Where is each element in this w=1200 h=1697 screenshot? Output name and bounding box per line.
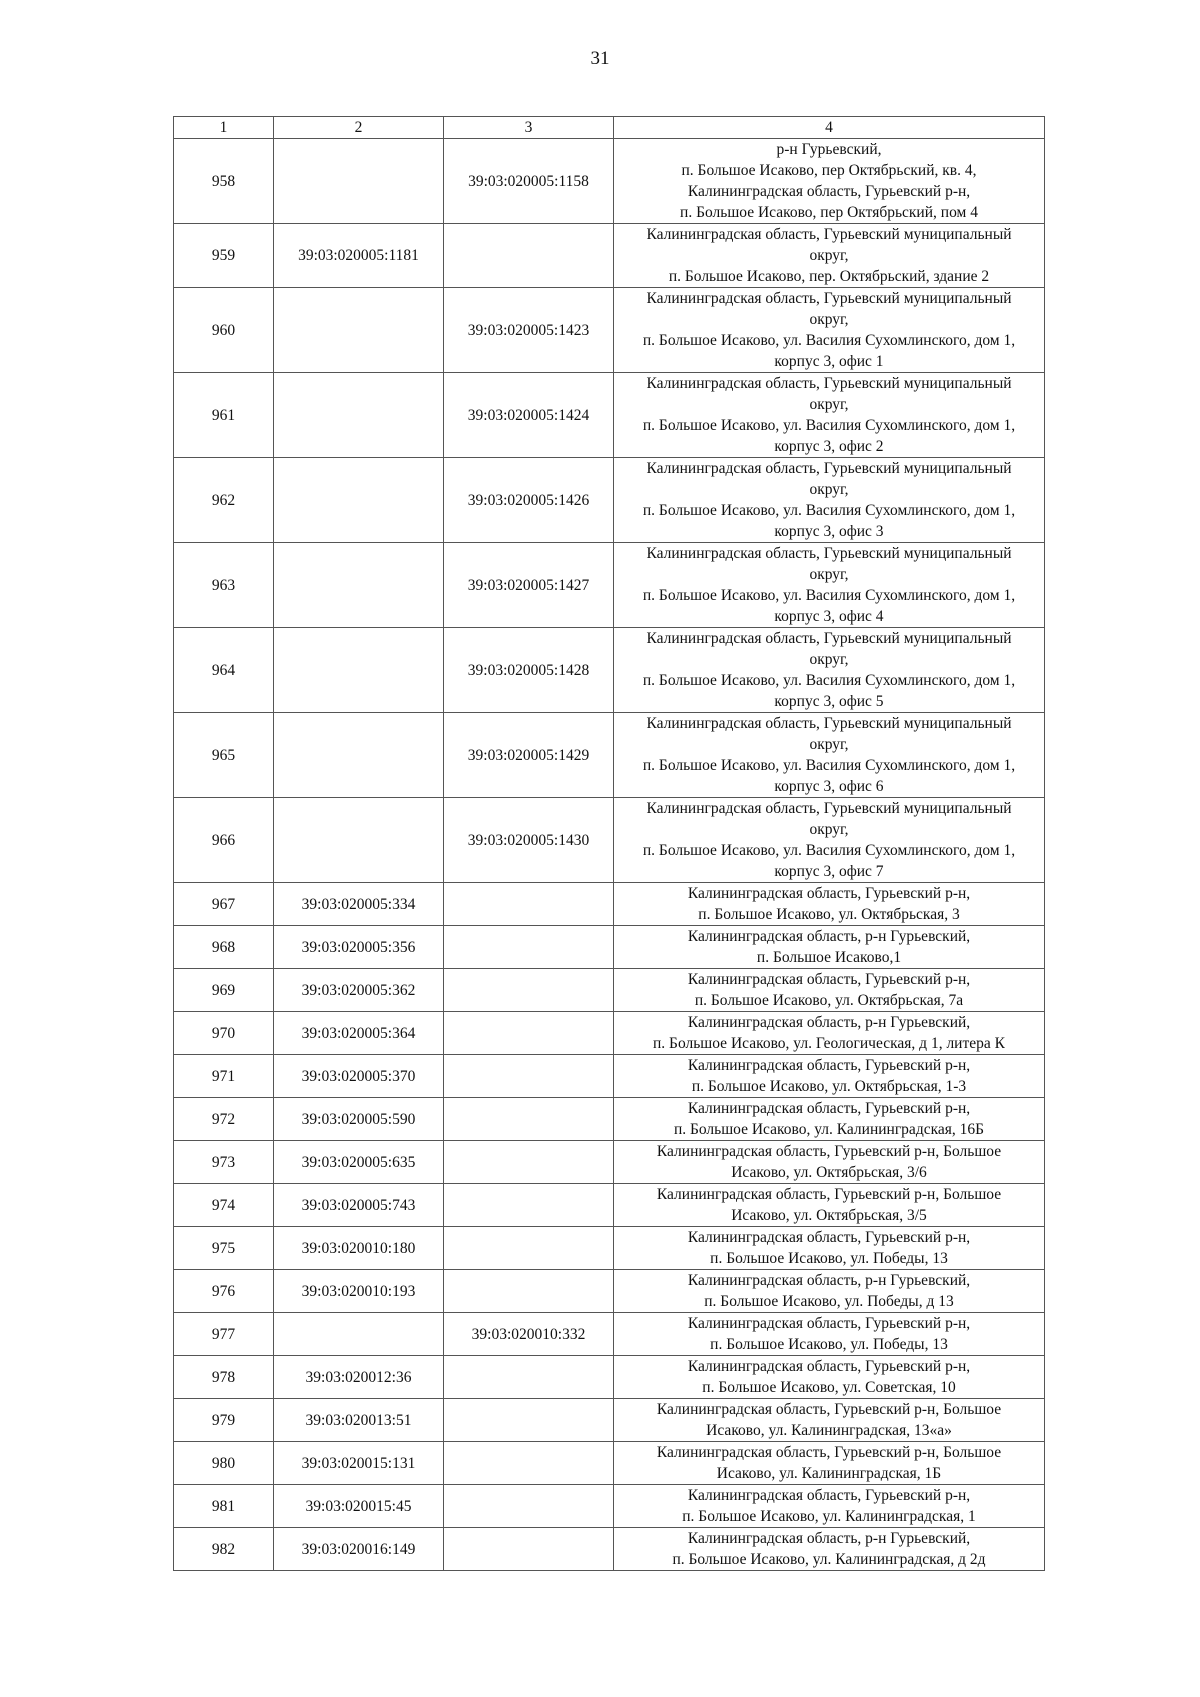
cadastral-number-col2-cell: [274, 543, 444, 628]
address-cell: [614, 1098, 1045, 1141]
address-line: Калининградская область, Гурьевский р-н, Большое: [656, 1444, 1002, 1461]
cadastral-number-col3-cell: 39:03:020005:1424: [444, 373, 614, 458]
table-row: [174, 883, 1045, 926]
address-line: Исаково, ул. Калининградская, 1Б: [716, 1465, 942, 1482]
address-line: Калининградская область, Гурьевский р-н, Большое: [656, 1143, 1002, 1160]
row-number-cell: 965: [174, 713, 274, 798]
address-line: п. Большое Исаково,1: [756, 949, 902, 966]
address-cell: [614, 1356, 1045, 1399]
address-line: округ,: [809, 736, 849, 753]
address-line: Калининградская область, Гурьевский р-н,: [687, 183, 971, 200]
cadastral-number-col2-cell: [274, 139, 444, 224]
header-col-1: 1: [174, 117, 274, 139]
address-line: п. Большое Исаково, ул. Калининградская, 16Б: [673, 1121, 985, 1138]
row-number-cell: 981: [174, 1485, 274, 1528]
address-line: Калининградская область, Гурьевский р-н, Большое: [656, 1401, 1002, 1418]
cadastral-number-col3-cell: [444, 1399, 614, 1442]
row-number-cell: 968: [174, 926, 274, 969]
address-line: округ,: [809, 481, 849, 498]
address-line: Калининградская область, Гурьевский муниципальный: [646, 630, 1012, 647]
address-cell: [614, 713, 1045, 798]
table-header: [174, 117, 1045, 139]
address-cell: [614, 1055, 1045, 1098]
cadastral-number-col2-cell: 39:03:020015:45: [274, 1485, 444, 1528]
cadastral-number-col2-cell: [274, 798, 444, 883]
address-line: п. Большое Исаково, ул. Василия Сухомлинского, дом 1,: [642, 842, 1016, 859]
row-number-cell: 962: [174, 458, 274, 543]
row-number-cell: 958: [174, 139, 274, 224]
address-cell: [614, 1184, 1045, 1227]
cadastral-number-col2-cell: [274, 288, 444, 373]
table-row: [174, 139, 1045, 224]
row-number-cell: 979: [174, 1399, 274, 1442]
address-line: п. Большое Исаково, ул. Калининградская, 1: [682, 1508, 976, 1525]
row-number-cell: 972: [174, 1098, 274, 1141]
address-line: корпус 3, офис 3: [774, 523, 884, 540]
table-row: [174, 1227, 1045, 1270]
address-line: Калининградская область, р-н Гурьевский,: [687, 928, 971, 945]
address-line: Калининградская область, Гурьевский муниципальный: [646, 375, 1012, 392]
cadastral-number-col3-cell: [444, 1141, 614, 1184]
address-line: п. Большое Исаково, пер Октябрьский, кв. 4,: [681, 162, 977, 179]
address-line: Калининградская область, Гурьевский муниципальный: [646, 290, 1012, 307]
address-line: Калининградская область, Гурьевский р-н,: [687, 1057, 971, 1074]
table-row: [174, 1184, 1045, 1227]
cadastral-number-col3-cell: 39:03:020005:1426: [444, 458, 614, 543]
cadastral-number-col2-cell: 39:03:020005:334: [274, 883, 444, 926]
row-number-cell: 973: [174, 1141, 274, 1184]
address-cell: [614, 969, 1045, 1012]
table-row: [174, 1399, 1045, 1442]
cadastral-number-col2-cell: [274, 713, 444, 798]
row-number-cell: 967: [174, 883, 274, 926]
address-cell: [614, 139, 1045, 224]
address-line: п. Большое Исаково, ул. Победы, 13: [710, 1250, 948, 1267]
row-number-cell: 974: [174, 1184, 274, 1227]
table-row: [174, 969, 1045, 1012]
row-number-cell: 977: [174, 1313, 274, 1356]
address-cell: [614, 1227, 1045, 1270]
address-line: п. Большое Исаково, ул. Победы, д 13: [704, 1293, 954, 1310]
table-row: [174, 1012, 1045, 1055]
table-row: [174, 1270, 1045, 1313]
row-number-cell: 960: [174, 288, 274, 373]
row-number-cell: 966: [174, 798, 274, 883]
table-row: [174, 1356, 1045, 1399]
table-body: [174, 139, 1045, 1571]
table-row: [174, 1055, 1045, 1098]
row-number-cell: 976: [174, 1270, 274, 1313]
table-row: [174, 1442, 1045, 1485]
address-line: округ,: [809, 396, 849, 413]
cadastral-number-col3-cell: 39:03:020005:1428: [444, 628, 614, 713]
row-number-cell: 975: [174, 1227, 274, 1270]
address-cell: [614, 224, 1045, 288]
address-line: Калининградская область, Гурьевский р-н,: [687, 1315, 971, 1332]
address-line: округ,: [809, 651, 849, 668]
address-cell: [614, 288, 1045, 373]
address-line: Калининградская область, Гурьевский муниципальный: [646, 545, 1012, 562]
address-line: Калининградская область, р-н Гурьевский,: [687, 1272, 971, 1289]
cadastral-number-col3-cell: [444, 926, 614, 969]
row-number-cell: 978: [174, 1356, 274, 1399]
address-line: п. Большое Исаково, ул. Василия Сухомлинского, дом 1,: [642, 672, 1016, 689]
address-line: п. Большое Исаково, ул. Василия Сухомлинского, дом 1,: [642, 757, 1016, 774]
cadastral-number-col2-cell: 39:03:020005:364: [274, 1012, 444, 1055]
address-line: Калининградская область, Гурьевский р-н,: [687, 1229, 971, 1246]
header-col-3: 3: [444, 117, 614, 139]
address-line: п. Большое Исаково, ул. Геологическая, д 1, литера К: [653, 1035, 1005, 1052]
cadastral-number-col3-cell: [444, 1012, 614, 1055]
cadastral-number-col2-cell: 39:03:020005:356: [274, 926, 444, 969]
cadastral-number-col3-cell: [444, 1227, 614, 1270]
cadastral-number-col3-cell: [444, 1442, 614, 1485]
row-number-cell: 961: [174, 373, 274, 458]
cadastral-number-col2-cell: 39:03:020005:590: [274, 1098, 444, 1141]
address-cell: [614, 543, 1045, 628]
address-cell: [614, 1399, 1045, 1442]
cadastral-number-col3-cell: [444, 1270, 614, 1313]
address-line: Калининградская область, Гурьевский муниципальный: [646, 460, 1012, 477]
address-line: Исаково, ул. Октябрьская, 3/5: [731, 1207, 927, 1224]
address-cell: [614, 1528, 1045, 1571]
address-cell: [614, 1442, 1045, 1485]
table-row: [174, 288, 1045, 373]
address-line: п. Большое Исаково, ул. Октябрьская, 1-3: [691, 1078, 967, 1095]
cadastral-number-col2-cell: 39:03:020015:131: [274, 1442, 444, 1485]
address-cell: [614, 1313, 1045, 1356]
cadastral-number-col2-cell: [274, 373, 444, 458]
cadastral-number-col3-cell: 39:03:020005:1430: [444, 798, 614, 883]
address-line: п. Большое Исаково, ул. Василия Сухомлинского, дом 1,: [642, 587, 1016, 604]
row-number-cell: 959: [174, 224, 274, 288]
address-cell: [614, 883, 1045, 926]
address-cell: [614, 1270, 1045, 1313]
row-number-cell: 963: [174, 543, 274, 628]
cadastral-number-col2-cell: 39:03:020005:743: [274, 1184, 444, 1227]
address-cell: [614, 628, 1045, 713]
address-line: Калининградская область, Гурьевский р-н,: [687, 1358, 971, 1375]
address-line: п. Большое Исаково, пер Октябрьский, пом 4: [680, 204, 978, 221]
cadastral-number-col3-cell: [444, 1485, 614, 1528]
address-line: корпус 3, офис 7: [774, 863, 884, 880]
address-line: округ,: [809, 566, 849, 583]
page-number: 31: [590, 48, 610, 69]
cadastral-number-col3-cell: [444, 969, 614, 1012]
address-line: Калининградская область, Гурьевский муниципальный: [646, 800, 1012, 817]
row-number-cell: 969: [174, 969, 274, 1012]
table-row: [174, 1528, 1045, 1571]
row-number-cell: 982: [174, 1528, 274, 1571]
cadastral-number-col2-cell: 39:03:020010:180: [274, 1227, 444, 1270]
address-line: корпус 3, офис 6: [774, 778, 884, 795]
row-number-cell: 971: [174, 1055, 274, 1098]
address-line: Калининградская область, Гурьевский р-н,: [687, 971, 971, 988]
cadastral-number-col3-cell: [444, 883, 614, 926]
address-line: Исаково, ул. Октябрьская, 3/6: [731, 1164, 927, 1181]
address-line: корпус 3, офис 1: [774, 353, 884, 370]
address-line: п. Большое Исаково, ул. Октябрьская, 3: [698, 906, 960, 923]
address-line: округ,: [809, 247, 849, 264]
cadastral-number-col3-cell: [444, 1055, 614, 1098]
address-line: п. Большое Исаково, ул. Калининградская, д 2д: [672, 1551, 986, 1568]
address-line: Калининградская область, Гурьевский р-н, Большое: [656, 1186, 1002, 1203]
address-line: Калининградская область, Гурьевский муниципальный: [646, 715, 1012, 732]
cadastral-number-col2-cell: 39:03:020005:362: [274, 969, 444, 1012]
header-col-4: 4: [614, 117, 1045, 139]
table-row: [174, 458, 1045, 543]
cadastral-number-col3-cell: [444, 1528, 614, 1571]
cadastral-number-col3-cell: 39:03:020005:1158: [444, 139, 614, 224]
address-cell: [614, 798, 1045, 883]
cadastral-number-col3-cell: 39:03:020005:1427: [444, 543, 614, 628]
address-line: п. Большое Исаково, ул. Василия Сухомлинского, дом 1,: [642, 502, 1016, 519]
table-row: [174, 224, 1045, 288]
table-row: [174, 798, 1045, 883]
cadastral-number-col2-cell: 39:03:020005:370: [274, 1055, 444, 1098]
address-line: п. Большое Исаково, ул. Советская, 10: [702, 1379, 956, 1396]
cadastral-number-col3-cell: 39:03:020005:1423: [444, 288, 614, 373]
address-line: Калининградская область, р-н Гурьевский,: [687, 1014, 971, 1031]
address-line: р-н Гурьевский,: [776, 141, 882, 158]
cadastral-number-col2-cell: [274, 628, 444, 713]
table-row: [174, 926, 1045, 969]
cadastral-number-col2-cell: 39:03:020013:51: [274, 1399, 444, 1442]
cadastral-number-col2-cell: 39:03:020010:193: [274, 1270, 444, 1313]
cadastral-number-col2-cell: [274, 458, 444, 543]
row-number-cell: 980: [174, 1442, 274, 1485]
address-line: п. Большое Исаково, ул. Василия Сухомлинского, дом 1,: [642, 417, 1016, 434]
address-cell: [614, 1141, 1045, 1184]
address-cell: [614, 1485, 1045, 1528]
address-line: Калининградская область, Гурьевский муниципальный: [646, 226, 1012, 243]
address-line: корпус 3, офис 4: [774, 608, 884, 625]
cadastral-number-col3-cell: [444, 224, 614, 288]
address-line: п. Большое Исаково, ул. Василия Сухомлинского, дом 1,: [642, 332, 1016, 349]
table-row: [174, 1141, 1045, 1184]
address-cell: [614, 458, 1045, 543]
address-line: Калининградская область, Гурьевский р-н,: [687, 1100, 971, 1117]
address-cell: [614, 373, 1045, 458]
address-cell: [614, 1012, 1045, 1055]
address-line: округ,: [809, 311, 849, 328]
cadastral-number-col2-cell: 39:03:020012:36: [274, 1356, 444, 1399]
table-row: [174, 1098, 1045, 1141]
table-row: [174, 1313, 1045, 1356]
cadastral-number-col2-cell: 39:03:020005:1181: [274, 224, 444, 288]
cadastral-number-col3-cell: [444, 1356, 614, 1399]
row-number-cell: 970: [174, 1012, 274, 1055]
cadastral-number-col2-cell: 39:03:020016:149: [274, 1528, 444, 1571]
table-row: [174, 628, 1045, 713]
address-line: п. Большое Исаково, пер. Октябрьский, здание 2: [668, 268, 990, 285]
cadastral-number-col2-cell: [274, 1313, 444, 1356]
cadastral-number-col3-cell: [444, 1098, 614, 1141]
cadastral-number-col3-cell: [444, 1184, 614, 1227]
table-row: [174, 1485, 1045, 1528]
address-line: Калининградская область, Гурьевский р-н,: [687, 1487, 971, 1504]
address-line: Исаково, ул. Калининградская, 13«а»: [706, 1422, 952, 1439]
address-line: корпус 3, офис 2: [774, 438, 884, 455]
table-row: [174, 713, 1045, 798]
address-line: п. Большое Исаково, ул. Победы, 13: [710, 1336, 948, 1353]
address-line: п. Большое Исаково, ул. Октябрьская, 7а: [694, 992, 964, 1009]
table-row: [174, 543, 1045, 628]
address-line: округ,: [809, 821, 849, 838]
table-row: [174, 373, 1045, 458]
header-row: [174, 117, 1045, 139]
row-number-cell: 964: [174, 628, 274, 713]
address-line: Калининградская область, р-н Гурьевский,: [687, 1530, 971, 1547]
registry-table: [173, 116, 1045, 1571]
address-line: корпус 3, офис 5: [774, 693, 884, 710]
header-col-2: 2: [274, 117, 444, 139]
cadastral-number-col3-cell: 39:03:020005:1429: [444, 713, 614, 798]
address-cell: [614, 926, 1045, 969]
address-line: Калининградская область, Гурьевский р-н,: [687, 885, 971, 902]
cadastral-number-col2-cell: 39:03:020005:635: [274, 1141, 444, 1184]
cadastral-number-col3-cell: 39:03:020010:332: [444, 1313, 614, 1356]
